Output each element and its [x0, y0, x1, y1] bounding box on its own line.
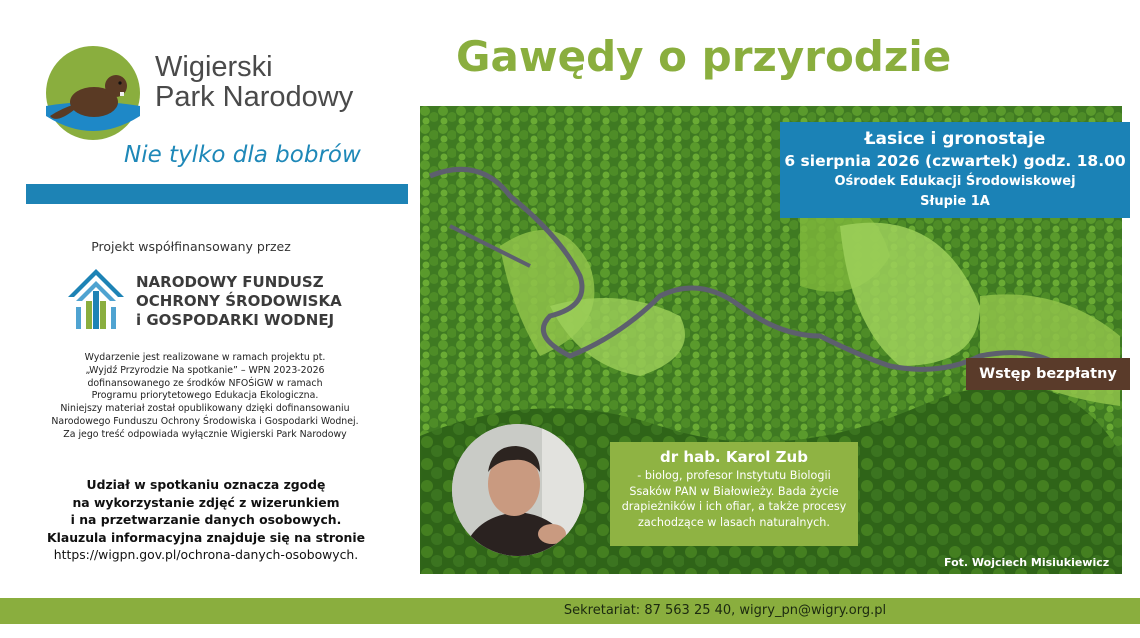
project-note-line: Wydarzenie jest realizowane w ramach projektu pt.: [84, 352, 326, 363]
event-date: 6 sierpnia 2026 (czwartek) godz. 18.00: [784, 152, 1126, 170]
publication-note-line: Niniejszy materiał został opublikowany dzięki dofinansowaniu: [60, 403, 350, 414]
tagline: Nie tylko dla bobrów: [124, 142, 361, 168]
consent-notice: [26, 476, 386, 564]
fund-name-line3: i GOSPODARKI WODNEJ: [136, 311, 335, 329]
consent-line: i na przetwarzanie danych osobowych.: [70, 512, 342, 527]
consent-line: na wykorzystanie zdjęć z wizerunkiem: [72, 494, 340, 510]
nfosigw-logo-icon: [66, 267, 126, 331]
photo-credit: Fot. Wojciech Misiukiewicz: [944, 556, 1110, 569]
project-note-line: dofinansowanego ze środków NFOŚiGW w ramach: [87, 377, 323, 389]
fund-name-line2: OCHRONY ŚRODOWISKA: [136, 292, 342, 310]
project-note-line: Programu priorytetowego Edukacja Ekologiczna.: [91, 390, 319, 402]
speaker-name: dr hab. Karol Zub: [660, 448, 808, 466]
footer-contact: Sekretariat: 87 563 25 40, wigry_pn@wigry.org.pl: [0, 598, 1140, 624]
consent-line: Klauzula informacyjna znajduje się na stronie: [46, 529, 366, 545]
publication-note-line: Narodowego Funduszu Ochrony Środowiska i Gospodarki Wodnej.: [51, 415, 359, 427]
publication-note: [30, 403, 380, 441]
blue-divider: [26, 184, 408, 204]
main-title: Gawędy o przyrodzie: [456, 32, 952, 81]
consent-line: Udział w spotkaniu oznacza zgodę: [86, 477, 326, 492]
park-name-line2: Park Narodowy: [155, 81, 354, 113]
speaker-info-box: [610, 442, 858, 546]
fund-name-line1: NARODOWY FUNDUSZ: [136, 273, 324, 291]
park-name-line1: Wigierski: [155, 51, 273, 83]
publication-note-line: Za jego treść odpowiada wyłącznie Wigierski Park Narodowy: [63, 428, 347, 440]
fund-name: [136, 273, 342, 330]
project-note-line: „Wyjdź Przyrodzie Na spotkanie” – WPN 2023-2026: [85, 364, 325, 376]
project-note: [30, 352, 380, 403]
speaker-portrait: [452, 424, 584, 556]
event-address: Słupie 1A: [920, 194, 990, 209]
event-title: Łasice i gronostaje: [864, 129, 1046, 149]
cofinancing-label: Projekt współfinansowany przez: [91, 239, 291, 254]
event-place: Ośrodek Edukacji Środowiskowej: [834, 174, 1076, 189]
event-info-box: [780, 122, 1130, 218]
speaker-bio: - biolog, profesor Instytutu Biologii Ssaków PAN w Białowieży. Bada życie drapieżników i ich ofiar, a także procesy zachodzące w lasach naturalnych.: [621, 469, 847, 529]
admission-badge: Wstęp bezpłatny: [966, 358, 1130, 390]
beaver-icon: [46, 46, 140, 140]
park-name: [155, 52, 353, 112]
privacy-url[interactable]: https://wigpn.gov.pl/ochrona-danych-osobowych.: [53, 547, 359, 562]
